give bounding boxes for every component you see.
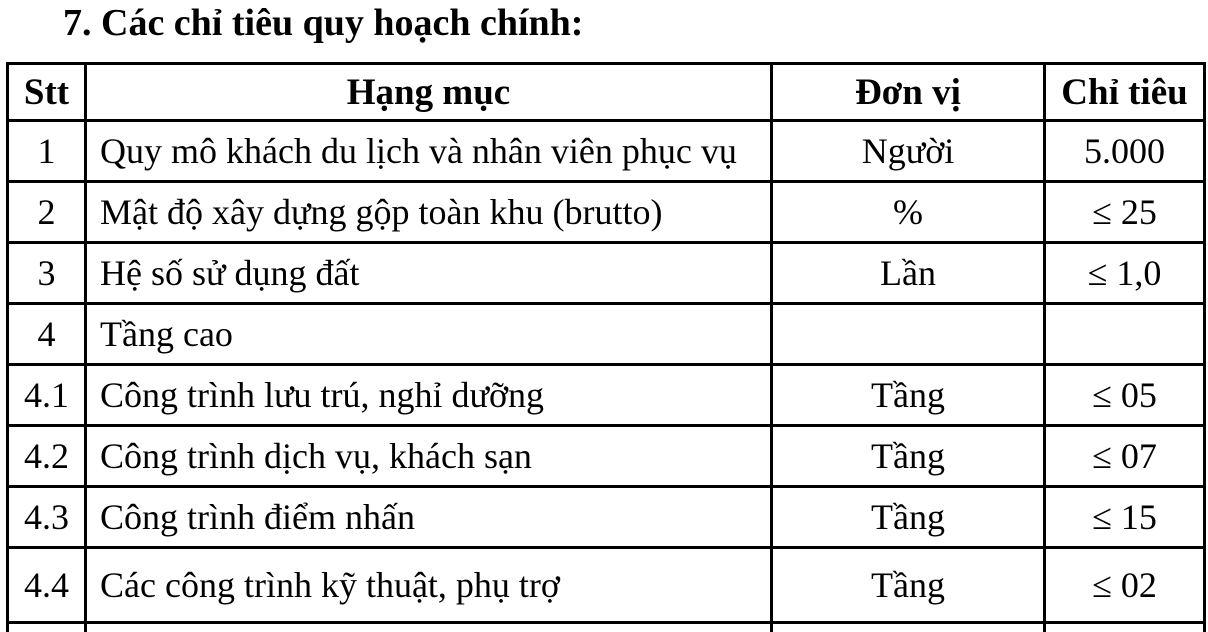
cell-chi-tieu: ≤ 15 — [1045, 487, 1205, 548]
cell-hang-muc: Hệ số sử dụng đất — [86, 243, 772, 304]
table-row — [8, 365, 1205, 426]
table-row — [8, 304, 1205, 365]
cell-don-vi: Tầng — [772, 548, 1045, 623]
header-chi-tieu: Chỉ tiêu — [1045, 64, 1205, 121]
cell-stt: 1 — [8, 121, 86, 182]
cell-chi-tieu: ≤ 05 — [1045, 365, 1205, 426]
table-header-row — [8, 64, 1205, 121]
cell-hang-muc: Mật độ xây dựng gộp toàn khu (brutto) — [86, 182, 772, 243]
cell-stt: 3 — [8, 243, 86, 304]
table-row — [8, 121, 1205, 182]
header-stt: Stt — [8, 64, 86, 121]
header-hang-muc: Hạng mục — [86, 64, 772, 121]
cell-chi-tieu: ≤ 1,0 — [1045, 243, 1205, 304]
cell-chi-tieu: ≤ 25 — [1045, 182, 1205, 243]
cell-don-vi: Người — [772, 121, 1045, 182]
cell-don-vi: Tầng — [772, 487, 1045, 548]
cell-hang-muc: Công trình điểm nhấn — [86, 487, 772, 548]
cell-chi-tieu: ≤ 02 — [1045, 548, 1205, 623]
cell-stt: 4.1 — [8, 365, 86, 426]
partial-cell-stt — [8, 623, 86, 632]
table-row — [8, 548, 1205, 623]
cell-chi-tieu: ≤ 07 — [1045, 426, 1205, 487]
cell-don-vi: Tầng — [772, 426, 1045, 487]
cell-chi-tieu — [1045, 304, 1205, 365]
cell-hang-muc: Quy mô khách du lịch và nhân viên phục vụ — [86, 121, 772, 182]
partial-cell-chi-tieu — [1045, 623, 1205, 632]
cell-don-vi — [772, 304, 1045, 365]
cell-chi-tieu: 5.000 — [1045, 121, 1205, 182]
cell-stt: 4.4 — [8, 548, 86, 623]
table-row — [8, 182, 1205, 243]
cell-don-vi: % — [772, 182, 1045, 243]
table-row — [8, 243, 1205, 304]
cell-hang-muc: Công trình dịch vụ, khách sạn — [86, 426, 772, 487]
partial-cell-don-vi — [772, 623, 1045, 632]
cell-stt: 2 — [8, 182, 86, 243]
cell-hang-muc: Tầng cao — [86, 304, 772, 365]
cell-hang-muc: Công trình lưu trú, nghỉ dưỡng — [86, 365, 772, 426]
section-title: 7. Các chỉ tiêu quy hoạch chính: — [63, 2, 584, 44]
cell-stt: 4.3 — [8, 487, 86, 548]
table-row — [8, 487, 1205, 548]
cell-don-vi: Tầng — [772, 365, 1045, 426]
cell-don-vi: Lần — [772, 243, 1045, 304]
header-don-vi: Đơn vị — [772, 64, 1045, 121]
partial-cell-hang-muc — [86, 623, 772, 632]
cell-stt: 4 — [8, 304, 86, 365]
cell-hang-muc: Các công trình kỹ thuật, phụ trợ — [86, 548, 772, 623]
table-row — [8, 426, 1205, 487]
cell-stt: 4.2 — [8, 426, 86, 487]
partial-row — [8, 623, 1205, 632]
planning-criteria-table — [6, 62, 1206, 632]
